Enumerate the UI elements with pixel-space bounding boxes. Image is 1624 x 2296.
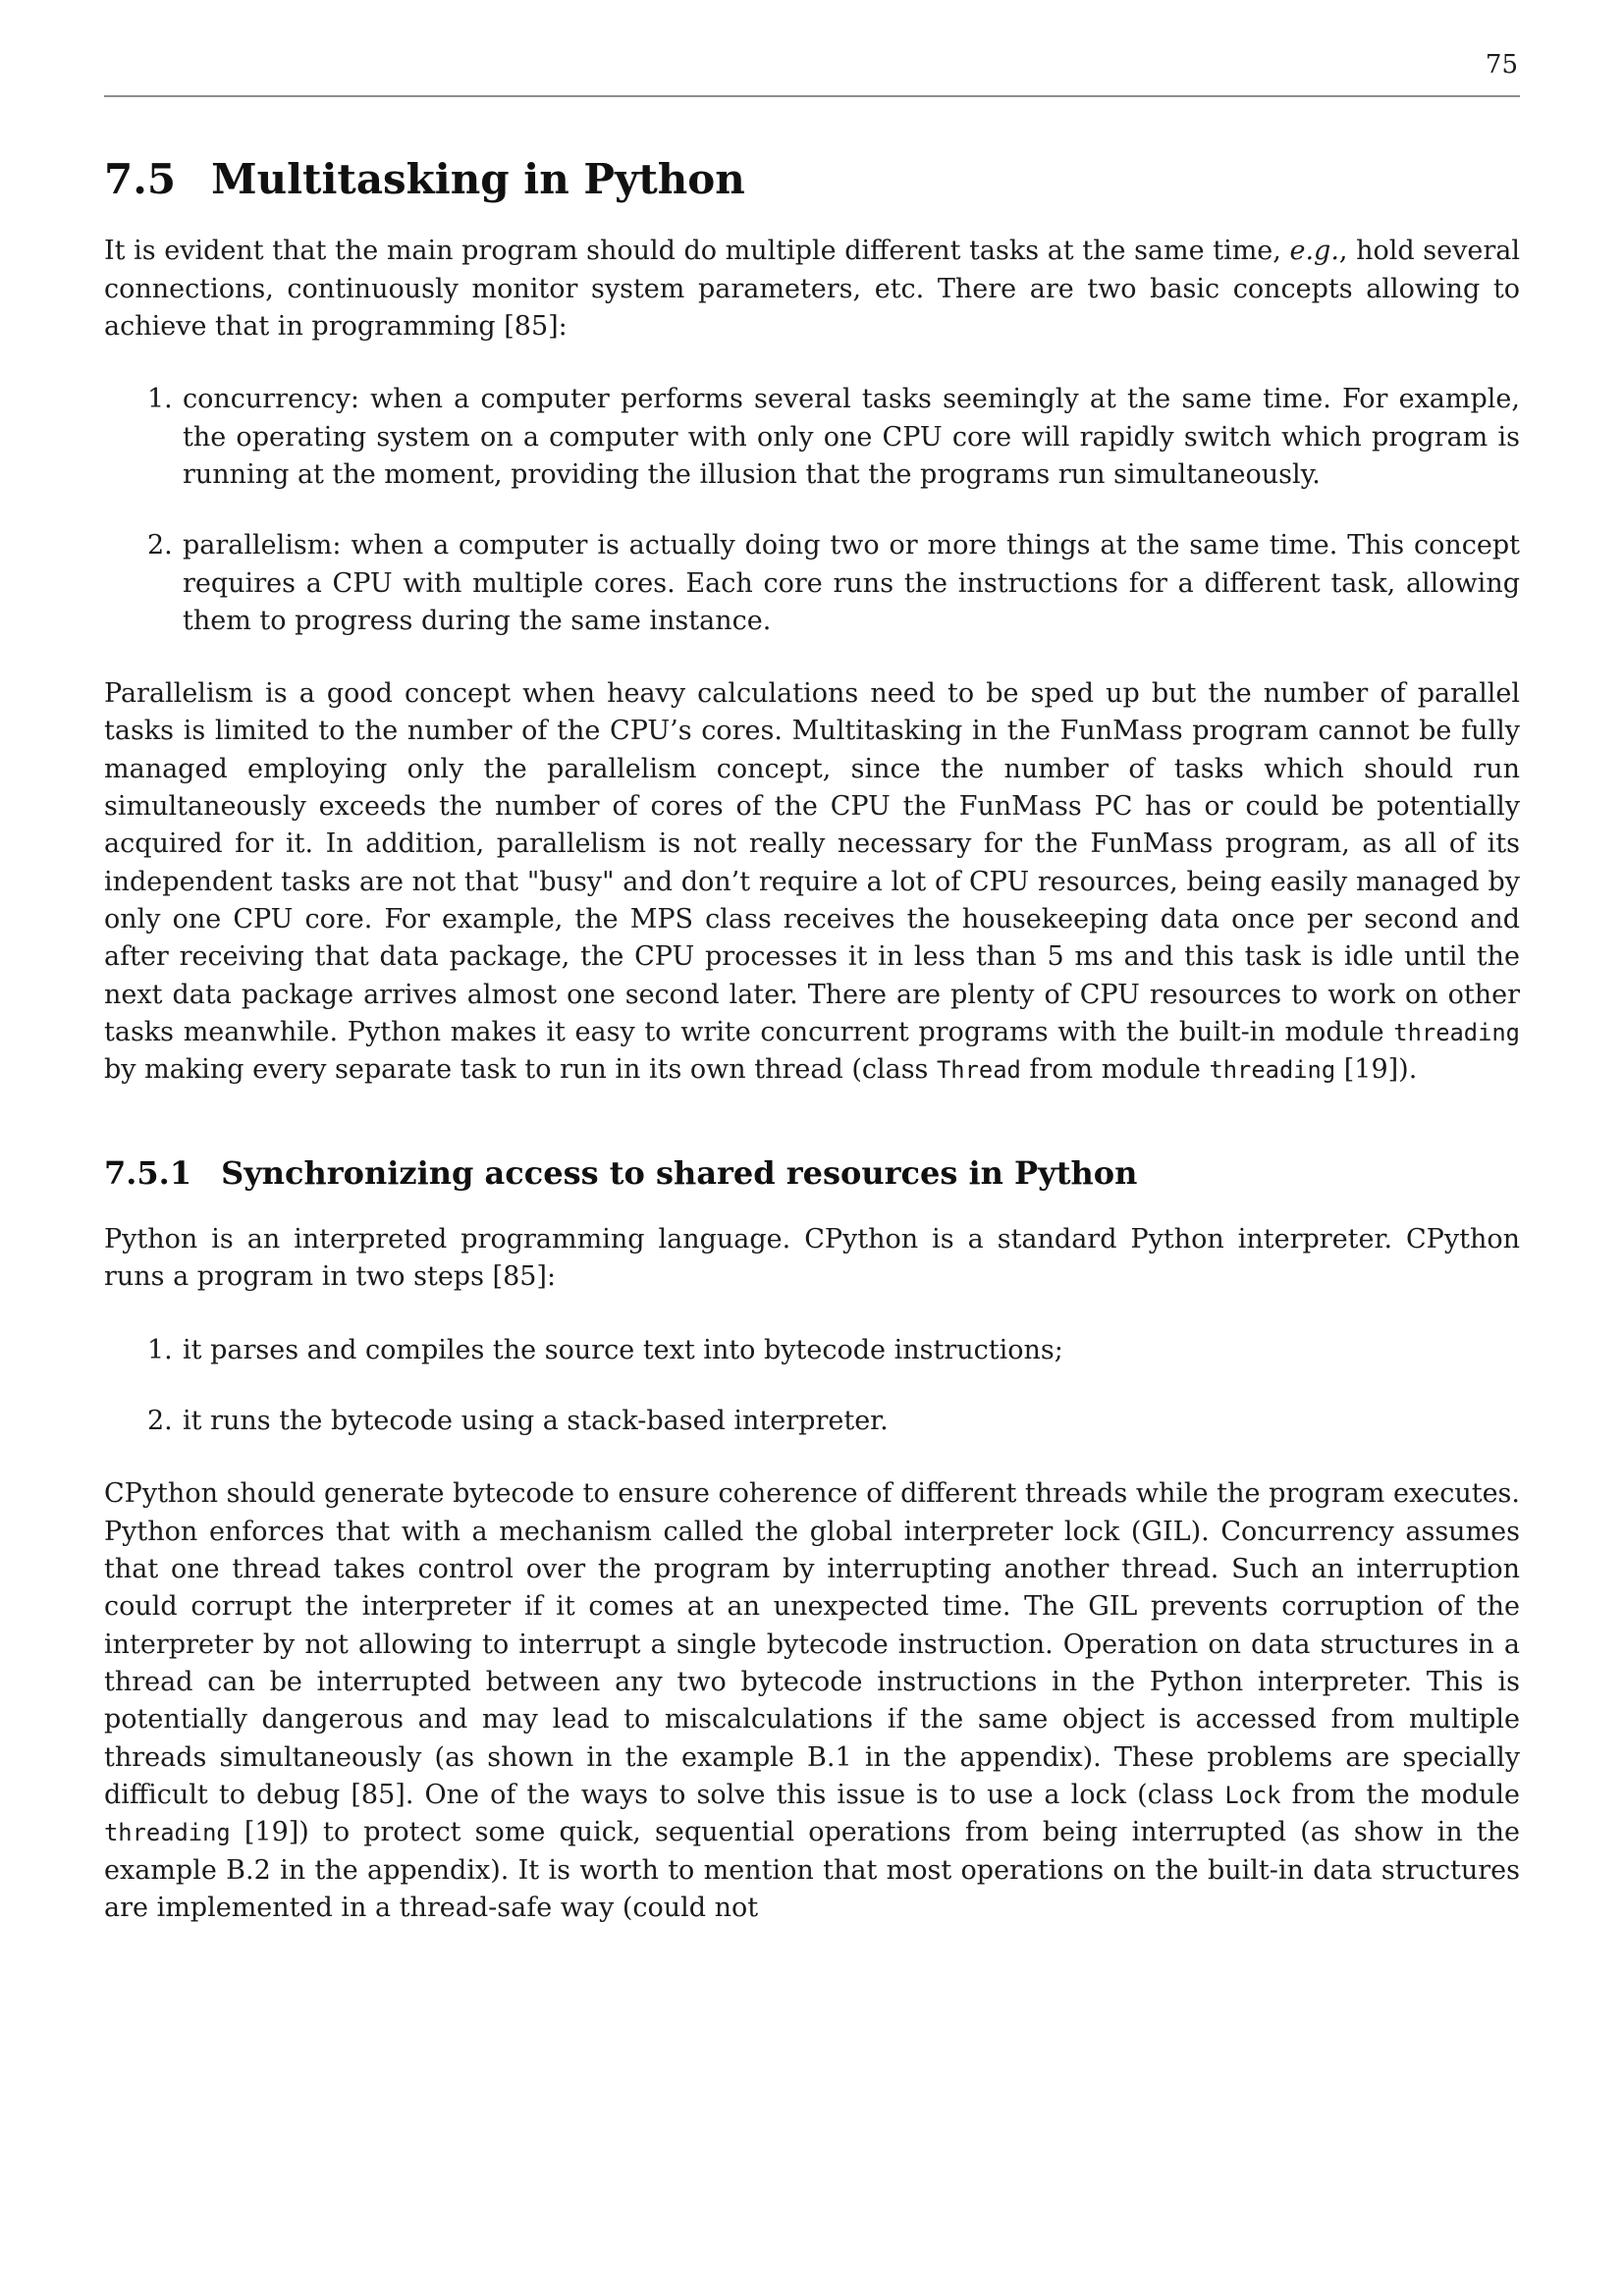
section-heading — [104, 156, 1520, 203]
header-rule — [104, 95, 1520, 97]
text-segment: It is evident that the main program should do multiple different tasks at the same time, — [104, 236, 1290, 267]
list-item-text: it runs the bytecode using a stack-based interpreter. — [183, 1406, 889, 1437]
text-segment: , hold several connections, continuously monitor system parameters, etc. There are two basic concepts allowing to achieve that in programming [85]: — [104, 236, 1520, 342]
list-item-text: it parses and compiles the source text into bytecode instructions; — [183, 1334, 1063, 1365]
subsection-heading — [104, 1154, 1520, 1192]
list-item — [147, 527, 1520, 640]
text-segment: Parallelism is a good concept when heavy calculations need to be sped up but the number of parallel tasks is limited to the number of the CPU’s cores. Multitasking in the FunMass program cannot be fully managed employing only the parallelism concept, since the number of tasks which should run simultaneously exceeds the number of cores of the CPU the FunMass PC has or could be potentially acquired for it. In addition, parallelism is not really necessary for the FunMass program, as all of its independent tasks are not that "busy" and don’t require a lot of CPU resources, being easily managed by only one CPU core. For example, the MPS class receives the housekeeping data once per second and after receiving that data package, the CPU processes it in less than 5 ms and this task is idle until the next data package arrives almost one second later. There are plenty of CPU resources to work on other tasks meanwhile. Python makes it easy to write concurrent programs with the built-in module — [104, 678, 1520, 1048]
list-item — [147, 1403, 1520, 1440]
inline-code: threading — [1209, 1056, 1336, 1085]
list-item-text: concurrency: when a computer performs several tasks seemingly at the same time. For example, the operating system on a computer with only one CPU core will rapidly switch which program is running at the moment, providing the illusion that the programs run simultaneously. — [183, 384, 1520, 490]
text-segment: [19]) to protect some quick, sequential operations from being interrupted (as show in the example B.2 in the appendix). It is worth to mention that most operations on the built-in data structures are implemented in a thread-safe way (could not — [104, 1817, 1520, 1924]
subsection-number: 7.5.1 — [104, 1153, 192, 1192]
italic-segment: e.g. — [1289, 236, 1339, 267]
list-item-text: parallelism: when a computer is actually doing two or more things at the same time. This concept requires a CPU with multiple cores. Each core runs the instructions for a different task, allowing them to progress during the same instance. — [183, 530, 1520, 636]
text-segment: from module — [1020, 1054, 1210, 1086]
inline-code: threading — [1393, 1019, 1520, 1047]
text-segment: [19]). — [1335, 1054, 1418, 1086]
subsection-title: Synchronizing access to shared resources in Python — [221, 1153, 1138, 1192]
text-segment: from the module — [1280, 1780, 1520, 1811]
steps-list — [104, 1332, 1520, 1441]
list-marker: 2. — [147, 530, 173, 561]
text-segment: by making every separate task to run in its own thread (class — [104, 1054, 937, 1086]
page-content — [104, 156, 1520, 1928]
inline-code: threading — [104, 1819, 231, 1847]
page-header — [104, 47, 1520, 97]
cpython-paragraph: Python is an interpreted programming language. CPython is a standard Python interpreter. CPython runs a program in two steps [85]: — [104, 1224, 1520, 1293]
parallelism-paragraph — [104, 675, 1520, 1090]
page-number: 75 — [1485, 50, 1518, 80]
list-marker: 1. — [147, 1334, 173, 1365]
inline-code: Lock — [1224, 1782, 1281, 1810]
concepts-list — [104, 381, 1520, 640]
list-marker: 2. — [147, 1406, 173, 1437]
intro-paragraph — [104, 233, 1520, 346]
list-item — [147, 1332, 1520, 1369]
text-segment: CPython should generate bytecode to ensure coherence of different threads while the program executes. Python enforces that with a mechanism called the global interpreter lock (GIL). Concurrency assumes that one thread takes control over the program by interrupting another thread. Such an interruption could corrupt the interpreter if it comes at an unexpected time. The GIL prevents corruption of the interpreter by not allowing to interrupt a single bytecode instruction. Operation on data structures in a thread can be interrupted between any two bytecode instructions in the Python interpreter. This is potentially dangerous and may lead to miscalculations if the same object is accessed from multiple threads simultaneously (as shown in the example B.1 in the appendix). These problems are specially difficult to debug [85]. One of the ways to solve this issue is to use a lock (class — [104, 1478, 1520, 1811]
list-marker: 1. — [147, 384, 173, 415]
list-item — [147, 381, 1520, 494]
inline-code: Thread — [937, 1056, 1021, 1085]
section-title: Multitasking in Python — [211, 154, 745, 203]
section-number: 7.5 — [104, 154, 177, 203]
gil-paragraph — [104, 1475, 1520, 1927]
